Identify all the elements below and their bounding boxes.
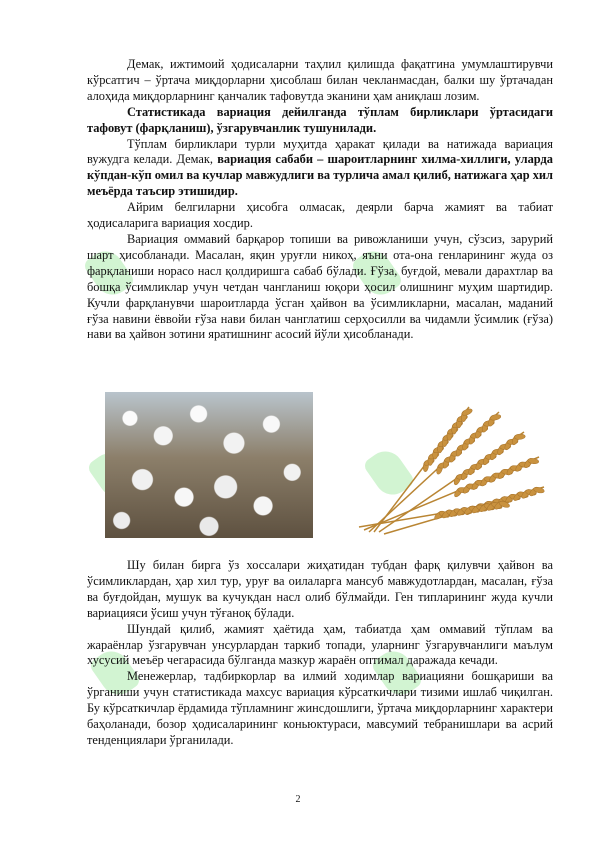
- paragraph: [87, 558, 553, 622]
- paragraph: [87, 137, 553, 201]
- text-run: Шу билан бирга ўз хоссалари жиҳатидан тубдан фарқ қилувчи ҳайвон ва ўсимликлардан, ҳар хил тур, уруғ ва оилаларга мансуб мавжудотлардан, масалан, ғўза ва буғдойдан, мушук ва кучукдан насл олиб бўлмайди. Ген типларининг жуда кучли вариацияси ўсиш учун тўғаноқ бўлади.: [87, 558, 553, 620]
- text-run: Вариация оммавий барқарор топиши ва ривожланиши учун, сўзсиз, зарурий шарт ҳисобланади. Масалан, яқин уруғли никоҳ, яъни ота-она генларининг жуда оз фарқланиши норасо насл қолдиришга сабаб бўлади. Ғўза, буғдой, мевали дарахтлар ва бошқа ўсимликлар учун четдан чангланиш юқори ҳосил олишнинг муҳим шартидир. Кучли фарқланувчи шароитларда ўсган ҳайвон ва ўсимликларни, масалан, маданий ғўза навини ёввойи ғўза нави билан чанглатиш серҳосилли ва чидамли ўсимлик (ғўза) нави ва ҳайвон зотини яратишнинг асосий йўли ҳисобланади.: [87, 231, 553, 342]
- text-run: Шундай қилиб, жамият ҳаётида ҳам, табиатда ҳам оммавий тўплам ва жараёнлар ўзгарувчан унсурлардан таркиб топади, уларнинг ўзгарувчанлиги маълум хусусий меъёр чегарасида бўлганда мазкур жараён оптимал даражада кечади.: [87, 621, 553, 668]
- paragraph: [87, 232, 553, 343]
- cotton-field-photo: [105, 392, 313, 538]
- paragraph: [87, 57, 553, 105]
- text-run: Айрим белгиларни ҳисобга олмасак, деярли барча жамият ва табиат ҳодисаларига вариация хосдир.: [87, 200, 553, 231]
- paragraph: [87, 669, 553, 749]
- body-text-bottom: [87, 558, 553, 749]
- figure-row: [87, 392, 553, 542]
- bold-text: вариация сабаби – шароитларнинг хилма-хиллиги, уларда кўпдан-кўп омил ва кучлар мавжудлиги ва турлича амал қилиб, натижага ҳар хил меъёрда таъсир этишидир.: [87, 152, 553, 199]
- paragraph: [87, 622, 553, 670]
- text-run: Тўплам бирликлари турли муҳитда ҳаракат қилади ва натижада вариация вужудга келади. Демак,: [87, 136, 553, 167]
- text-run: Демак, ижтимоий ҳодисаларни таҳлил қилишда фақатгина умумлаштирувчи кўрсатгич – ўртача миқдорларни ҳисоблаш билан чекланмасдан, балки шу ўртачадан алоҳида миқдорларнинг қанчалик тафовутда эканини ҳам аниқлаш лозим.: [87, 57, 553, 103]
- paragraph: [87, 105, 553, 137]
- page-number: 2: [295, 794, 301, 805]
- text-run: Менежерлар, тадбиркорлар ва илмий ходимлар вариацияни бошқариши ва ўрганиши учун статистикада махсус вариация кўрсаткичлари тизими ишлаб чиқилган. Бу кўрсаткичлар ёрдамида тўпламнинг жинсдошлиги, ўртача миқдорларнинг характери баҳоланади, бозор ҳодисаларининг коньюктураси, мавсумий тебранишлари ва асрий тенденциялари ўрганилади.: [87, 669, 553, 747]
- body-text-top: [87, 57, 553, 343]
- wheat-sheaf-image: [349, 392, 553, 538]
- bold-text: Статистикада вариация дейилганда тўплам бирликлари ўртасидаги тафовут (фарқланиш), ўзгарувчанлик тушунилади.: [87, 104, 553, 135]
- paragraph: [87, 200, 553, 232]
